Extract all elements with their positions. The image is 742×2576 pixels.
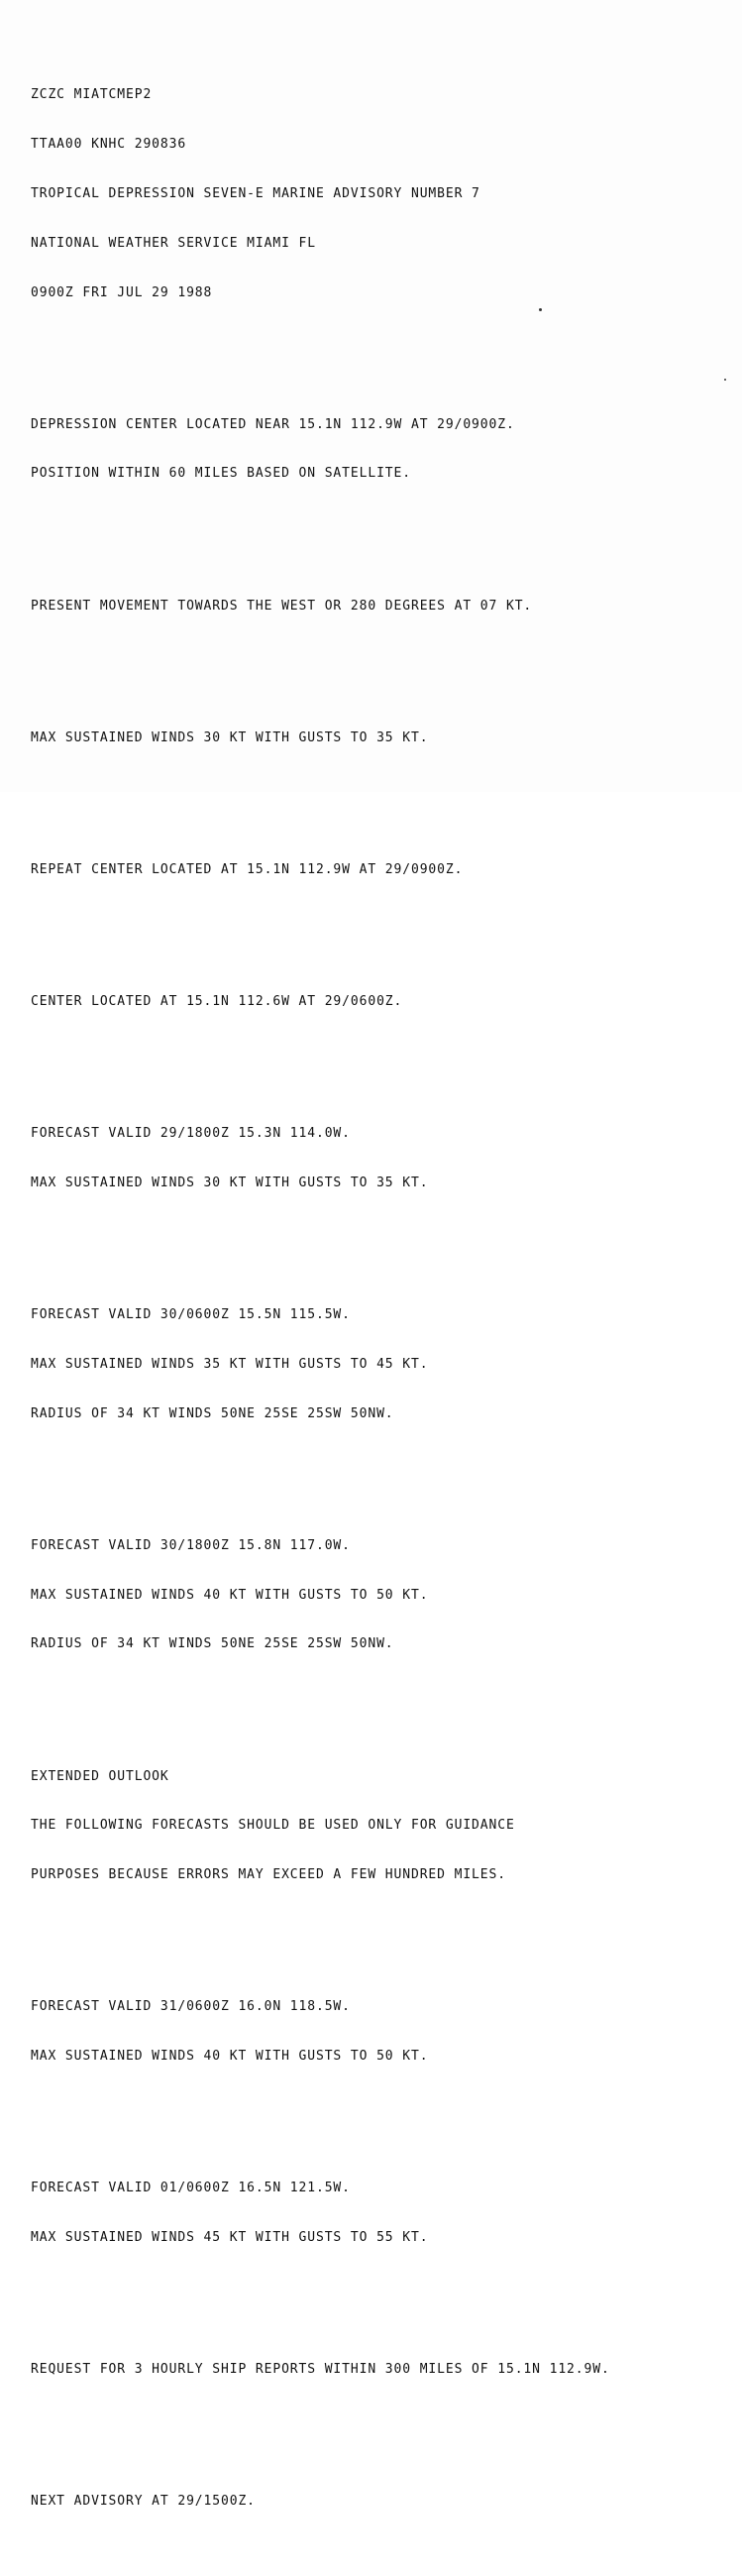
forecast-line: MAX SUSTAINED WINDS 40 KT WITH GUSTS TO 50 KT. <box>31 1587 429 1603</box>
forecast-line: FORECAST VALID 30/1800Z 15.8N 117.0W. <box>31 1537 351 1553</box>
outlook-line: EXTENDED OUTLOOK <box>31 1768 169 1784</box>
forecast-line: RADIUS OF 34 KT WINDS 50NE 25SE 25SW 50NW. <box>31 1636 394 1652</box>
forecast-line: RADIUS OF 34 KT WINDS 50NE 25SE 25SW 50NW. <box>31 1405 394 1421</box>
outlook-line: THE FOLLOWING FORECASTS SHOULD BE USED ONLY FOR GUIDANCE <box>31 1818 515 1834</box>
header-line: 0900Z FRI JUL 29 1988 <box>31 284 213 300</box>
request-line: REQUEST FOR 3 HOURLY SHIP REPORTS WITHIN 300 MILES OF 15.1N 112.9W. <box>31 2362 610 2378</box>
forecast-block-4 <box>31 1966 610 2098</box>
prior-center-line: CENTER LOCATED AT 15.1N 112.6W AT 29/0600Z. <box>31 994 403 1010</box>
forecast-line: MAX SUSTAINED WINDS 35 KT WITH GUSTS TO 45 KT. <box>31 1356 429 1372</box>
forecast-line: FORECAST VALID 29/1800Z 15.3N 114.0W. <box>31 1126 351 1142</box>
forecast-line: MAX SUSTAINED WINDS 30 KT WITH GUSTS TO 35 KT. <box>31 1176 429 1190</box>
center-line: DEPRESSION CENTER LOCATED NEAR 15.1N 112.9W AT 29/0900Z. <box>31 416 515 432</box>
forecast-block-1 <box>31 1093 610 1225</box>
forecast-line: FORECAST VALID 31/0600Z 16.0N 118.5W. <box>31 1999 351 2015</box>
movement-block <box>31 565 610 647</box>
next-advisory-line: NEXT ADVISORY AT 29/1500Z. <box>31 2494 256 2510</box>
forecast-line: FORECAST VALID 30/0600Z 15.5N 115.5W. <box>31 1307 351 1323</box>
scan-speck <box>539 308 542 311</box>
outlook-block <box>31 1736 610 1917</box>
forecast-line: MAX SUSTAINED WINDS 45 KT WITH GUSTS TO 55 KT. <box>31 2230 429 2246</box>
prior-center-block <box>31 961 610 1044</box>
outlook-line: PURPOSES BECAUSE ERRORS MAY EXCEED A FEW HUNDRED MILES. <box>31 1867 506 1883</box>
header-line: NATIONAL WEATHER SERVICE MIAMI FL <box>31 235 316 251</box>
max-winds-block <box>31 698 610 780</box>
request-block <box>31 2329 610 2411</box>
header-line: ZCZC MIATCMEP2 <box>31 87 153 103</box>
scan-speck <box>724 379 726 381</box>
movement-line: PRESENT MOVEMENT TOWARDS THE WEST OR 280 DEGREES AT 07 KT. <box>31 598 533 614</box>
repeat-block <box>31 830 610 912</box>
header-line: TTAA00 KNHC 290836 <box>31 137 187 153</box>
repeat-line: REPEAT CENTER LOCATED AT 15.1N 112.9W AT 29/0900Z. <box>31 861 464 877</box>
center-line: POSITION WITHIN 60 MILES BASED ON SATELLITE. <box>31 466 411 482</box>
header-block <box>31 55 610 334</box>
header-line: TROPICAL DEPRESSION SEVEN-E MARINE ADVISORY NUMBER 7 <box>31 185 480 201</box>
next-advisory-block <box>31 2461 610 2543</box>
forecast-block-3 <box>31 1506 610 1687</box>
forecast-line: FORECAST VALID 01/0600Z 16.5N 121.5W. <box>31 2181 351 2196</box>
max-winds-line: MAX SUSTAINED WINDS 30 KT WITH GUSTS TO 35 KT. <box>31 729 429 745</box>
center-block <box>31 384 610 515</box>
forecast-line: MAX SUSTAINED WINDS 40 KT WITH GUSTS TO 50 KT. <box>31 2049 429 2065</box>
forecast-block-5 <box>31 2148 610 2280</box>
forecast-block-2 <box>31 1275 610 1456</box>
advisory-text <box>31 22 610 2576</box>
